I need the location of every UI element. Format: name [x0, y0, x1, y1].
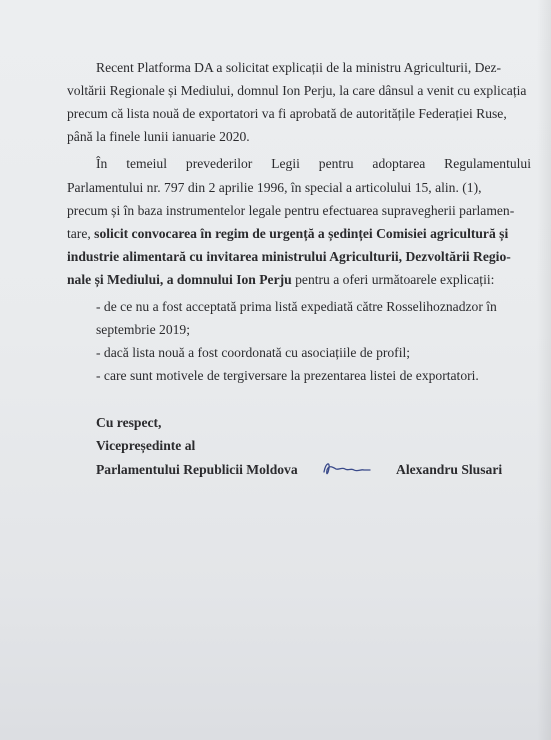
signature-icon: [320, 458, 380, 480]
bullet-1-cont: septembrie 2019;: [96, 322, 191, 337]
page-shadow: [537, 0, 551, 740]
closing-title2: [96, 460, 298, 480]
para2-line4: [67, 224, 508, 244]
para1-line1: Recent Platforma DA a solicitat explicații de la ministru Agriculturii, Dez-: [96, 60, 502, 75]
bullet-1: - de ce nu a fost acceptată prima listă expediată către Rosselihoznadzor în: [96, 299, 497, 314]
para1-line4: până la finele lunii ianuarie 2020.: [67, 129, 250, 144]
para2-line4-bold: solicit convocarea în regim de urgență a ședinței Comisiei agricultură și: [94, 226, 509, 241]
closing-greeting: [96, 413, 161, 433]
bullet-3: - care sunt motivele de tergiversare la prezentarea listei de exportatori.: [96, 368, 479, 383]
para2-line5-bold: industrie alimentară cu invitarea ministrului Agriculturii, Dezvoltării Regio-: [67, 249, 511, 264]
para2-line3: precum și în baza instrumentelor legale pentru efectuarea supravegherii parlamen-: [67, 203, 515, 218]
para1-line3: precum că lista nouă de exportatori va fi aprobată de autoritățile Federației Ruse,: [67, 106, 507, 121]
para1-line2: voltării Regionale și Mediului, domnul Ion Perju, la care dânsul a venit cu explicația: [67, 83, 527, 98]
closing-title2-text: Parlamentului Republicii Moldova: [96, 462, 298, 477]
closing-title1: [96, 436, 195, 456]
para2-line4-text: tare,: [67, 226, 95, 241]
signatory-name: [396, 460, 502, 480]
bullet-2: - dacă lista nouă a fost coordonată cu asociațiile de profil;: [96, 345, 411, 360]
para2-line2: Parlamentului nr. 797 din 2 aprilie 1996, în special a articolului 15, alin. (1),: [67, 180, 482, 195]
closing-greeting-text: Cu respect,: [96, 415, 162, 430]
para2-line5: [67, 247, 511, 267]
para2-line6: [67, 270, 494, 290]
para2-line1: În temeiul prevederilor Legii pentru adoptarea Regulamentului: [96, 156, 531, 171]
para2-line6-text: pentru a oferi următoarele explicații:: [291, 272, 495, 287]
para2-line6-bold: nale și Mediului, a domnului Ion Perju: [67, 272, 292, 287]
signatory-name-text: Alexandru Slusari: [396, 462, 503, 477]
closing-title1-text: Vicepreședinte al: [96, 438, 196, 453]
